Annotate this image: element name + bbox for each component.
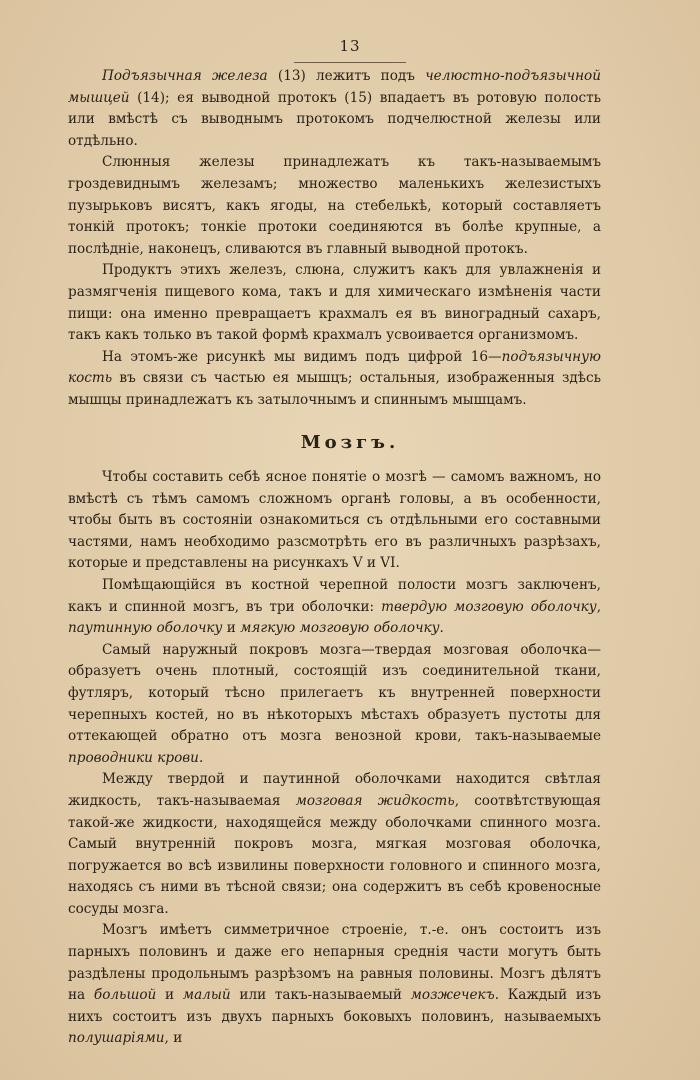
- paragraph: [68, 575, 601, 640]
- italic-term: твердую мозговую оболочку: [381, 598, 597, 615]
- text-run: , соотвѣтствующая такой-же жидкости, находящейся между оболочками спинного мозга. Самый внутренній покровъ мозга, мягкая мозговая оболочка, погружается во всѣ извилины поверхности головного и спинного мозга, находясь съ ними въ тѣсной связи; она содержитъ въ себѣ кровеносные сосуды мозга.: [68, 792, 601, 917]
- text-run: . Каждый изъ нихъ состоитъ изъ двухъ парныхъ боковыхъ половинъ, называемыхъ: [68, 987, 601, 1025]
- italic-term: проводники крови: [68, 749, 199, 766]
- italic-term: мягкую мозговую оболочку: [240, 620, 440, 637]
- italic-term: подъязычную кость: [68, 348, 601, 387]
- text-run: ,: [596, 598, 602, 615]
- text-run: или такъ-называемый: [230, 987, 411, 1004]
- text-run: Чтобы составить себѣ ясное понятіе о мозгѣ — самомъ важномъ, но вмѣстѣ съ тѣмъ самомъ сложномъ органѣ головы, а въ особенности, чтобы быть въ состояніи ознакомиться съ отдѣльными его составными частями, намъ необходимо разсмотрѣть его въ различныхъ разрѣзахъ, которые и представлены на рисункахъ V и VI.: [68, 469, 601, 572]
- text-run: въ связи съ частью ея мышцъ; остальныя, изображенныя здѣсь мышцы принадлежатъ къ затылочнымъ и спиннымъ мышцамъ.: [68, 370, 601, 408]
- text-run: Между твердой и паутинной оболочками находится свѣтлая жидкость, такъ-называемая: [68, 771, 601, 809]
- text-run: .: [198, 749, 204, 766]
- text-run: Помѣщающійся въ костной черепной полости мозгъ заключенъ, какъ и спинной мозгъ, въ три оболочки:: [68, 576, 601, 615]
- paragraph: [68, 640, 601, 770]
- italic-term: полушаріями: [68, 1030, 165, 1047]
- text-run: Мозгъ имѣетъ симметричное строеніе, т.-е. онъ состоитъ изъ парныхъ половинъ и даже его непарныя среднія части могутъ быть раздѣлены продольнымъ разрѣзомъ на равныя половины. Мозгъ дѣлятъ на: [68, 922, 601, 1004]
- page-number-rule: [294, 62, 406, 63]
- text-run: и: [222, 620, 241, 637]
- text-run: На этомъ-же рисункѣ мы видимъ подъ цифрой 16—: [102, 348, 502, 365]
- italic-term: паутинную оболочку: [68, 620, 223, 637]
- italic-term: мозговая жидкость: [295, 792, 455, 809]
- paragraph: [68, 152, 601, 260]
- italic-term: большой: [93, 987, 157, 1004]
- section-heading: Мозгъ.: [300, 432, 400, 453]
- paragraph: [68, 347, 601, 412]
- paragraph: [68, 769, 601, 920]
- text-run: и: [156, 987, 183, 1004]
- text-run: (14); ея выводной протокъ (15) впадаетъ въ ротовую полость или вмѣстѣ съ выводнымъ протокомъ подчелюстной железы или отдѣльно.: [68, 89, 601, 149]
- page-number: 13: [339, 37, 361, 55]
- text-run: , и: [164, 1030, 183, 1047]
- paragraph: [68, 920, 601, 1050]
- italic-term: малый: [182, 987, 231, 1004]
- text-run: (13) лежитъ подъ: [267, 68, 426, 84]
- text-run: .: [439, 620, 444, 637]
- text-run: Слюнныя железы принадлежатъ къ такъ-называемымъ гроздевиднымъ железамъ; множество маленькихъ железистыхъ пузырьковъ висятъ, какъ ягоды, на стебелькѣ, который составляетъ тонкій протокъ; тонкіе протоки соединяются въ болѣе крупные, а послѣдніе, наконецъ, сливаются въ главный выводной протокъ.: [68, 154, 601, 257]
- text-run: Продуктъ этихъ железъ, слюна, служитъ какъ для увлажненія и размягченія пищевого кома, такъ и для химическаго измѣненія части пищи: она именно превращаетъ крахмалъ ея въ виноградный сахаръ, такъ какъ только въ такой формѣ крахмалъ усвоивается организмомъ.: [68, 262, 601, 344]
- text-run: Самый наружный покровъ мозга—твердая мозговая оболочка—образуетъ очень плотный, состоящій изъ соединительной ткани, футляръ, который тѣсно прилегаетъ къ внутренней поверхности черепныхъ костей, но въ нѣкоторыхъ мѣстахъ образуетъ пустоты для оттекающей обратно отъ мозга венозной крови, такъ-называемые: [68, 641, 601, 745]
- paragraph: [68, 66, 601, 152]
- italic-term: Подъязычная железа: [102, 68, 268, 84]
- paragraph: [68, 467, 601, 575]
- italic-term: челюстно-подъязычной мышцей: [68, 68, 601, 106]
- paragraph: [68, 260, 601, 346]
- bottom-text-block: [68, 467, 601, 1050]
- top-text-block: [68, 66, 601, 412]
- italic-term: мозжечекъ: [410, 987, 495, 1004]
